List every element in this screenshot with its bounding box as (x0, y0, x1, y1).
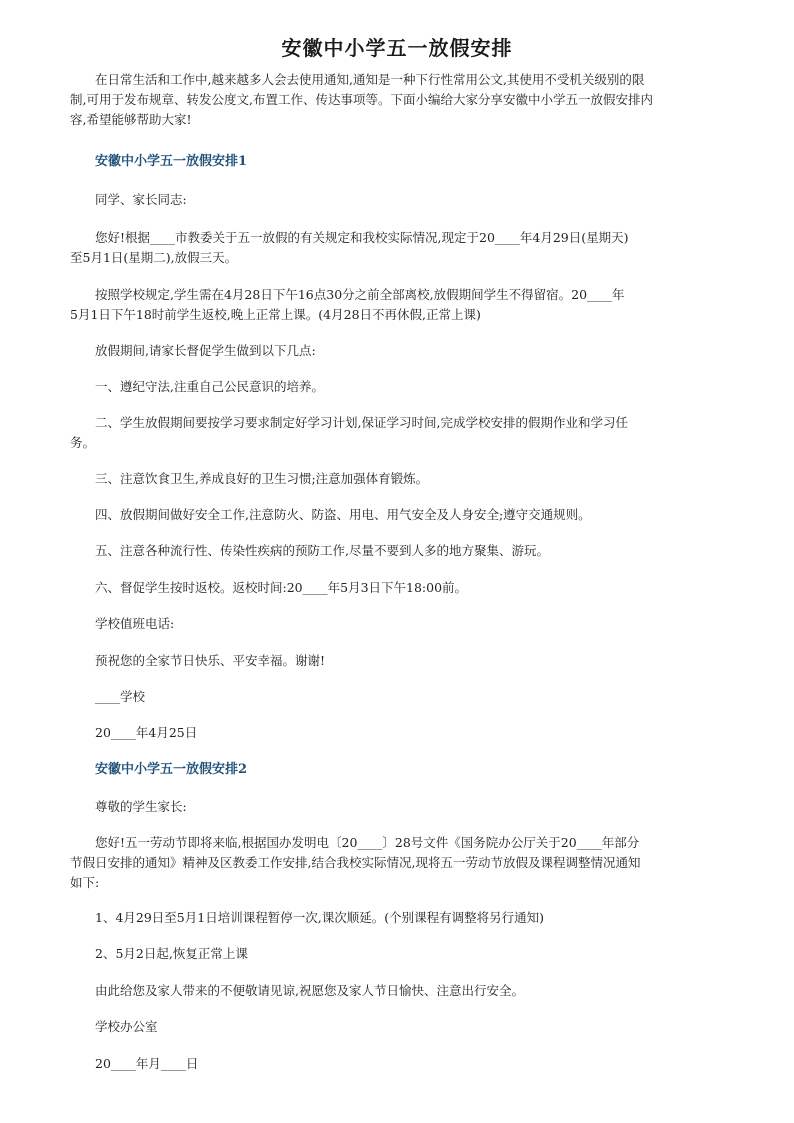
section2-item2: 2、5月2日起,恢复正常上课 (95, 946, 248, 961)
intro-line-3: 容,希望能够帮助大家! (70, 112, 192, 127)
section1-item5: 五、注意各种流行性、传染性疾病的预防工作,尽量不要到人多的地方聚集、游玩。 (95, 543, 549, 558)
section1-para2-line2: 5月1日下午18时前学生返校,晚上正常上课。(4月28日不再休假,正常上课) (70, 307, 481, 322)
section1-para2-line1: 按照学校规定,学生需在4月28日下午16点30分之前全部离校,放假期间学生不得留宿。20____年 (95, 287, 625, 302)
section2-para1-line2: 节假日安排的通知》精神及区教委工作安排,结合我校实际情况,现将五一劳动节放假及课程调整情况通知 (70, 855, 641, 870)
section1-para3: 放假期间,请家长督促学生做到以下几点: (95, 343, 316, 358)
intro-line-1: 在日常生活和工作中,越来越多人会去使用通知,通知是一种下行性常用公文,其使用不受机关级别的限 (95, 72, 645, 87)
document-title: 安徽中小学五一放假安排 (281, 36, 513, 60)
section1-item4: 四、放假期间做好安全工作,注意防火、防盗、用电、用气安全及人身安全;遵守交通规则。 (95, 507, 591, 522)
section1-para1-line2: 至5月1日(星期二),放假三天。 (70, 250, 238, 265)
section2-greeting: 尊敬的学生家长: (95, 799, 187, 814)
section1-para1-line1: 您好!根据____市教委关于五一放假的有关规定和我校实际情况,现定于20____年4月29日(星期天) (95, 230, 629, 245)
section2-signature: 学校办公室 (95, 1019, 158, 1034)
section2-heading: 安徽中小学五一放假安排2 (95, 762, 248, 777)
section1-phone: 学校值班电话: (95, 616, 175, 631)
section1-date: 20____年4月25日 (95, 725, 198, 740)
section2-closing: 由此给您及家人带来的不便敬请见谅,祝愿您及家人节日愉快、注意出行安全。 (95, 983, 524, 998)
section1-item3: 三、注意饮食卫生,养成良好的卫生习惯;注意加强体育锻炼。 (95, 471, 429, 486)
section1-greeting: 同学、家长同志: (95, 192, 187, 207)
section1-heading: 安徽中小学五一放假安排1 (95, 154, 248, 169)
section1-item2-line2: 务。 (70, 435, 96, 450)
section1-item6: 六、督促学生按时返校。返校时间:20____年5月3日下午18:00前。 (95, 580, 468, 595)
section1-item1: 一、遵纪守法,注重自己公民意识的培养。 (95, 379, 324, 394)
section1-signature: ____学校 (95, 689, 146, 704)
section1-item2-line1: 二、学生放假期间要按学习要求制定好学习计划,保证学习时间,完成学校安排的假期作业和学习任 (95, 415, 628, 430)
section2-para1-line1: 您好!五一劳动节即将来临,根据国办发明电〔20____〕28号文件《国务院办公厅关于20____年部分 (95, 835, 640, 850)
section1-wish: 预祝您的全家节日快乐、平安幸福。谢谢! (95, 653, 326, 668)
section2-para1-line3: 如下: (70, 875, 100, 890)
intro-line-2: 制,可用于发布规章、转发公度文,布置工作、传达事项等。下面小编给大家分享安徽中小学五一放假安排内 (70, 92, 653, 107)
section2-date: 20____年月____日 (95, 1056, 199, 1071)
section2-item1: 1、4月29日至5月1日培训课程暂停一次,课次顺延。(个别课程有调整将另行通知) (95, 910, 544, 925)
